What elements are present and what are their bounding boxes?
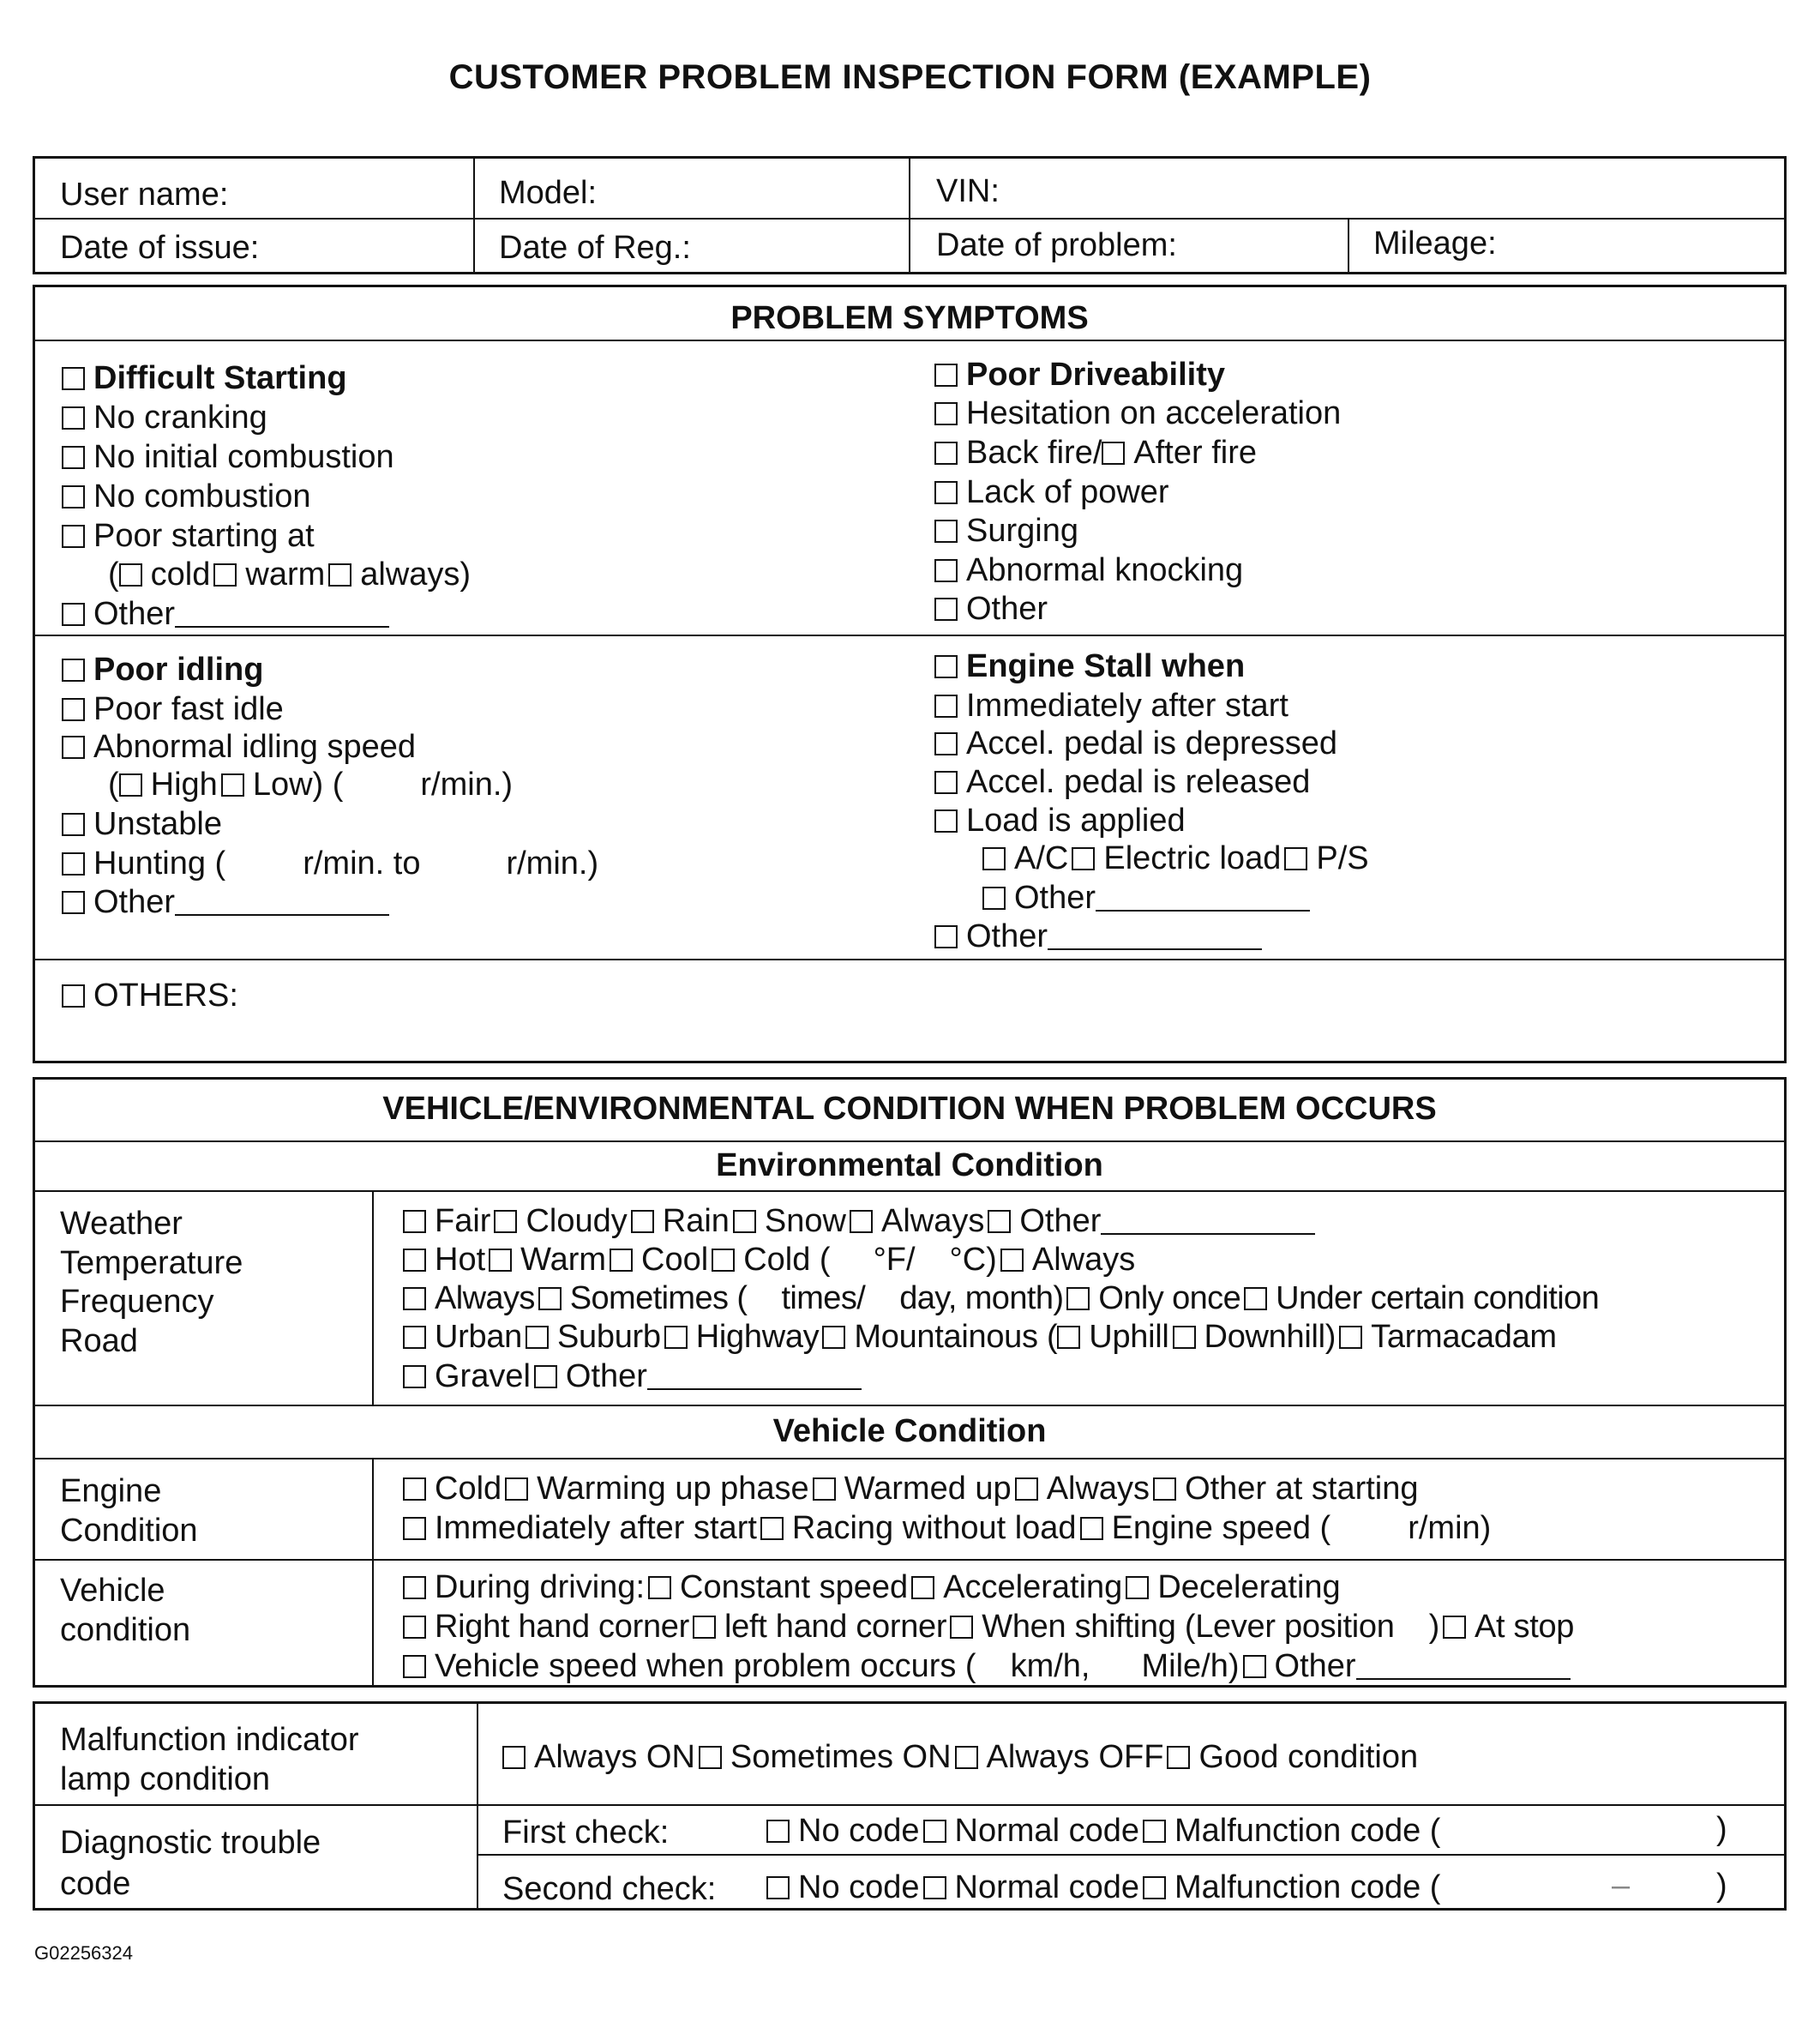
surging-option[interactable]: Surging	[934, 515, 1078, 547]
second-check-close: )	[1716, 1868, 1727, 1904]
vehicle-label: Vehicle	[60, 1573, 165, 1609]
vehicle-condition-heading: Vehicle Condition	[772, 1413, 1047, 1449]
poor-starting-at-option[interactable]: Poor starting at	[62, 520, 315, 552]
vin-field[interactable]: VIN:	[936, 173, 1000, 209]
checkbox[interactable]	[1080, 1517, 1103, 1540]
checkbox[interactable]	[982, 887, 1006, 910]
checkbox[interactable]	[934, 598, 958, 621]
divider	[34, 635, 1785, 636]
checkbox[interactable]	[489, 1249, 512, 1272]
date-of-issue-field[interactable]: Date of issue:	[60, 230, 260, 266]
form-title: CUSTOMER PROBLEM INSPECTION FORM (EXAMPLE)	[448, 58, 1372, 96]
second-check-dash: –	[1612, 1868, 1631, 1904]
load-applied-option[interactable]: Load is applied	[934, 804, 1186, 837]
driveability-other-option[interactable]: Other	[934, 593, 1048, 625]
checkbox[interactable]	[950, 1616, 973, 1639]
hesitation-option[interactable]: Hesitation on acceleration	[934, 397, 1341, 430]
poor-idling-option[interactable]: Poor idling	[62, 653, 263, 686]
vehicle-condition-label: condition	[60, 1612, 191, 1648]
hunting-option[interactable]: Hunting ( r/min. to r/min.)	[62, 847, 598, 880]
mil-label: Malfunction indicator	[60, 1722, 359, 1758]
checkbox[interactable]	[760, 1517, 784, 1540]
checkbox[interactable]	[955, 1746, 978, 1769]
checkbox[interactable]	[923, 1876, 946, 1899]
no-combustion-option[interactable]: No combustion	[62, 480, 310, 513]
divider	[477, 1703, 478, 1909]
checkbox[interactable]	[526, 1326, 549, 1349]
divider	[372, 1192, 374, 1405]
checkbox[interactable]	[494, 1210, 517, 1233]
checkbox[interactable]	[631, 1210, 654, 1233]
checkbox[interactable]	[1057, 1326, 1080, 1349]
date-of-problem-field[interactable]: Date of problem:	[936, 227, 1177, 263]
model-field[interactable]: Model:	[499, 175, 598, 211]
poor-driveability-option[interactable]: Poor Driveability	[934, 358, 1225, 391]
checkbox[interactable]	[62, 659, 85, 682]
second-check-label: Second check:	[502, 1871, 717, 1907]
user-name-field[interactable]: User name:	[60, 177, 229, 213]
divider	[909, 158, 910, 273]
symptoms-heading: PROBLEM SYMPTOMS	[730, 300, 1089, 336]
mil-options: Always ON Sometimes ON Always OFF Good condition	[502, 1741, 1418, 1773]
poor-starting-temps: ( cold warm always)	[108, 557, 472, 593]
checkbox[interactable]	[1102, 442, 1125, 465]
checkbox[interactable]	[934, 925, 958, 948]
checkbox[interactable]	[119, 563, 142, 587]
checkbox[interactable]	[934, 771, 958, 794]
divider	[34, 1559, 1785, 1561]
checkbox[interactable]	[822, 1326, 845, 1349]
load-type-options: A/C Electric load P/S	[982, 842, 1369, 875]
checkbox[interactable]	[934, 364, 958, 387]
checkbox[interactable]	[1443, 1616, 1466, 1639]
divider	[34, 340, 1785, 341]
checkbox[interactable]	[988, 1210, 1011, 1233]
checkbox[interactable]	[1126, 1576, 1149, 1599]
temperature-options: Hot Warm Cool Cold ( °F/ °C) Always	[403, 1243, 1135, 1276]
load-other-option[interactable]: Other	[982, 882, 1310, 914]
engine-stall-option[interactable]: Engine Stall when	[934, 650, 1245, 683]
checkbox[interactable]	[403, 1249, 426, 1272]
speed-options: Vehicle speed when problem occurs ( km/h, Mile/h) Other	[403, 1650, 1571, 1682]
conditions-heading: VEHICLE/ENVIRONMENTAL CONDITION WHEN PROBLEM OCCURS	[382, 1091, 1437, 1127]
checkbox[interactable]	[502, 1746, 526, 1769]
checkbox[interactable]	[934, 559, 958, 582]
dtc-label: Diagnostic trouble	[60, 1825, 321, 1861]
divider	[478, 1854, 1785, 1856]
checkbox[interactable]	[403, 1477, 426, 1501]
checkbox[interactable]	[1143, 1820, 1166, 1843]
checkbox[interactable]	[62, 736, 85, 759]
checkbox[interactable]	[648, 1576, 671, 1599]
divider	[34, 1405, 1785, 1406]
symptoms-box	[33, 285, 1787, 1063]
checkbox[interactable]	[766, 1820, 790, 1843]
frequency-options: Always Sometimes ( times/ day, month) Only once Under certain condition	[403, 1282, 1599, 1315]
checkbox[interactable]	[403, 1655, 426, 1678]
checkbox[interactable]	[538, 1287, 562, 1310]
date-of-reg-field[interactable]: Date of Reg.:	[499, 230, 691, 266]
divider	[34, 1190, 1785, 1192]
checkbox[interactable]	[403, 1210, 426, 1233]
checkbox[interactable]	[934, 520, 958, 543]
checkbox[interactable]	[221, 773, 244, 797]
checkbox[interactable]	[934, 442, 958, 465]
checkbox[interactable]	[62, 525, 85, 548]
checkbox[interactable]	[1173, 1326, 1196, 1349]
stall-other-option[interactable]: Other	[934, 920, 1262, 953]
difficult-starting-other[interactable]: Other	[62, 598, 389, 630]
checkbox[interactable]	[62, 891, 85, 914]
abnormal-idling-speed-option[interactable]: Abnormal idling speed	[62, 731, 416, 763]
checkbox[interactable]	[62, 813, 85, 836]
checkbox[interactable]	[1015, 1477, 1038, 1501]
checkbox[interactable]	[850, 1210, 873, 1233]
checkbox[interactable]	[62, 485, 85, 509]
checkbox[interactable]	[62, 367, 85, 390]
checkbox[interactable]	[62, 984, 85, 1008]
checkbox[interactable]	[403, 1365, 426, 1388]
checkbox[interactable]	[1244, 1287, 1267, 1310]
checkbox[interactable]	[813, 1477, 836, 1501]
checkbox[interactable]	[119, 773, 142, 797]
checkbox[interactable]	[1072, 847, 1095, 870]
back-fire-option[interactable]: Back fire/ After fire	[934, 436, 1257, 469]
engine-options-2: Immediately after start Racing without load Engine speed ( r/min)	[403, 1512, 1491, 1544]
checkbox[interactable]	[911, 1576, 934, 1599]
mil-label-2: lamp condition	[60, 1761, 271, 1797]
figure-id: G02256324	[34, 1942, 133, 1964]
checkbox[interactable]	[62, 698, 85, 721]
checkbox[interactable]	[403, 1287, 426, 1310]
checkbox[interactable]	[213, 563, 237, 587]
checkbox[interactable]	[934, 732, 958, 755]
checkbox[interactable]	[505, 1477, 528, 1501]
engine-options: Cold Warming up phase Warmed up Always Other at starting	[403, 1472, 1419, 1505]
poor-fast-idle-option[interactable]: Poor fast idle	[62, 693, 284, 725]
temperature-label: Temperature	[60, 1245, 243, 1281]
checkbox[interactable]	[1167, 1746, 1190, 1769]
divider	[372, 1459, 374, 1686]
checkbox[interactable]	[328, 563, 351, 587]
checkbox[interactable]	[1143, 1876, 1166, 1899]
abnormal-knocking-option[interactable]: Abnormal knocking	[934, 554, 1243, 587]
no-cranking-option[interactable]: No cranking	[62, 401, 267, 434]
divider	[34, 1140, 1785, 1142]
checkbox[interactable]	[664, 1326, 688, 1349]
idling-other-option[interactable]: Other	[62, 886, 389, 918]
corner-options: Right hand corner left hand corner When shifting (Lever position ) At stop	[403, 1610, 1574, 1643]
environmental-heading: Environmental Condition	[716, 1147, 1103, 1183]
checkbox[interactable]	[693, 1616, 716, 1639]
checkbox[interactable]	[699, 1746, 722, 1769]
checkbox[interactable]	[1000, 1249, 1024, 1272]
stall-immediately-option[interactable]: Immediately after start	[934, 689, 1288, 722]
checkbox[interactable]	[62, 852, 85, 876]
checkbox[interactable]	[766, 1876, 790, 1899]
checkbox[interactable]	[982, 847, 1006, 870]
unstable-option[interactable]: Unstable	[62, 808, 222, 840]
road-options: Urban Suburb Highway Mountainous ( Uphill Downhill) Tarmacadam	[403, 1321, 1557, 1353]
checkbox[interactable]	[1339, 1326, 1362, 1349]
mileage-field[interactable]: Mileage:	[1373, 226, 1497, 262]
accel-depressed-option[interactable]: Accel. pedal is depressed	[934, 727, 1337, 760]
checkbox[interactable]	[934, 809, 958, 833]
no-initial-combustion-option[interactable]: No initial combustion	[62, 441, 394, 473]
first-check-options: No code Normal code Malfunction code (	[766, 1814, 1440, 1847]
checkbox[interactable]	[934, 655, 958, 678]
frequency-label: Frequency	[60, 1284, 214, 1320]
driving-options: During driving: Constant speed Accelerating Decelerating	[403, 1571, 1341, 1604]
checkbox[interactable]	[712, 1249, 735, 1272]
checkbox[interactable]	[62, 446, 85, 469]
idling-high-low: ( High Low) ( r/min.)	[108, 767, 514, 803]
difficult-starting-option[interactable]: Difficult Starting	[62, 362, 347, 394]
checkbox[interactable]	[1284, 847, 1307, 870]
checkbox[interactable]	[62, 603, 85, 626]
lack-of-power-option[interactable]: Lack of power	[934, 476, 1169, 509]
checkbox[interactable]	[1066, 1287, 1090, 1310]
engine-label: Engine	[60, 1473, 162, 1509]
checkbox[interactable]	[403, 1616, 426, 1639]
accel-released-option[interactable]: Accel. pedal is released	[934, 766, 1310, 798]
checkbox[interactable]	[62, 406, 85, 430]
divider	[1348, 218, 1349, 273]
weather-options: Fair Cloudy Rain Snow Always Other	[403, 1205, 1315, 1237]
divider	[34, 1804, 1785, 1806]
divider	[34, 1458, 1785, 1459]
weather-label: Weather	[60, 1206, 183, 1242]
checkbox[interactable]	[923, 1820, 946, 1843]
checkbox[interactable]	[403, 1517, 426, 1540]
checkbox[interactable]	[934, 481, 958, 504]
dtc-label-2: code	[60, 1866, 131, 1902]
divider	[34, 959, 1785, 960]
checkbox[interactable]	[403, 1576, 426, 1599]
checkbox[interactable]	[1243, 1655, 1266, 1678]
checkbox[interactable]	[934, 402, 958, 425]
checkbox[interactable]	[534, 1365, 557, 1388]
checkbox[interactable]	[610, 1249, 633, 1272]
divider	[473, 158, 475, 273]
first-check-close: )	[1716, 1811, 1727, 1847]
others-option[interactable]: OTHERS:	[62, 979, 238, 1012]
road-options-2: Gravel Other	[403, 1360, 862, 1393]
checkbox[interactable]	[934, 695, 958, 718]
engine-condition-label: Condition	[60, 1513, 198, 1549]
second-check-options: No code Normal code Malfunction code (	[766, 1871, 1440, 1904]
checkbox[interactable]	[1153, 1477, 1176, 1501]
checkbox[interactable]	[403, 1326, 426, 1349]
first-check-label: First check:	[502, 1814, 670, 1850]
road-label: Road	[60, 1323, 138, 1359]
checkbox[interactable]	[733, 1210, 756, 1233]
